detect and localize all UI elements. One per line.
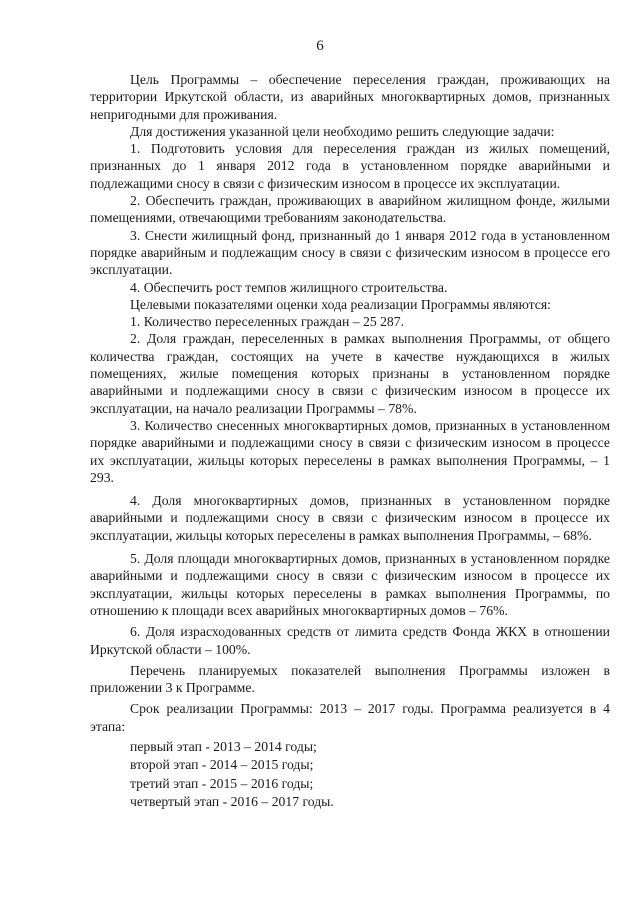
task-1-paragraph: 1. Подготовить условия для переселения граждан из жилых помещений, признанных до 1 января 2012 года в установленном порядке аварийными и подлежащими сносу в связи с физическим износом в процессе их эксплуатации.: [90, 141, 610, 191]
program-goal-paragraph: Цель Программы – обеспечение переселения граждан, проживающих на территории Иркутской области, из аварийных многоквартирных домов, признанных непригодными для проживания.: [90, 72, 610, 122]
stage-item: второй этап - 2014 – 2015 годы;: [130, 757, 314, 773]
program-term-paragraph: Срок реализации Программы: 2013 – 2017 годы. Программа реализуется в 4 этапа:: [90, 701, 610, 734]
task-4-paragraph: 4. Обеспечить рост темпов жилищного строительства.: [130, 279, 448, 295]
stages-list: [90, 738, 610, 812]
task-3-paragraph: 3. Снести жилищный фонд, признанный до 1 января 2012 года в установленном порядке аварийным и подлежащим сносу в связи с физическим износом в процессе его эксплуатации.: [90, 227, 610, 278]
indicators-intro-paragraph: Целевыми показателями оценки хода реализации Программы являются:: [130, 296, 551, 312]
page-number: 6: [316, 38, 324, 54]
document-body: [90, 71, 610, 812]
tasks-intro-paragraph: Для достижения указанной цели необходимо решить следующие задачи:: [130, 123, 555, 139]
stage-item: четвертый этап - 2016 – 2017 годы.: [130, 794, 334, 810]
indicator-2-paragraph: 2. Доля граждан, переселенных в рамках выполнения Программы, от общего количества граждан, состоящих на учете в качестве нуждающихся в жилых помещениях, жилые помещения которых признаны в установленном порядке аварийными и подлежащими сносу в связи с физическим износом в процессе их эксплуатации, на начало реализации Программы – 78%.: [90, 331, 610, 416]
indicator-6-paragraph: 6. Доля израсходованных средств от лимита средств Фонда ЖКХ в отношении Иркутской области – 100%.: [90, 624, 610, 657]
stage-item: первый этап - 2013 – 2014 годы;: [130, 738, 317, 754]
task-2-paragraph: 2. Обеспечить граждан, проживающих в аварийном жилищном фонде, жилыми помещениями, отвечающими требованиям законодательства.: [90, 193, 610, 226]
indicator-1-paragraph: 1. Количество переселенных граждан – 25 287.: [130, 314, 405, 330]
indicators-appendix-paragraph: Перечень планируемых показателей выполнения Программы изложен в приложении 3 к Программе.: [90, 662, 610, 696]
indicator-5-paragraph: 5. Доля площади многоквартирных домов, признанных в установленном порядке аварийными и подлежащими сносу в связи с физическим износом в процессе их эксплуатации, жильцы которых переселены в рамках выполнения Программы, по отношению к площади всех аварийных многоквартирных домов – 76%.: [90, 551, 610, 618]
stage-item: третий этап - 2015 – 2016 годы;: [130, 775, 314, 791]
indicator-3-paragraph: 3. Количество снесенных многоквартирных домов, признанных в установленном порядке аварийными и подлежащими сносу в связи с физическим износом в процессе их эксплуатации, жильцы которых переселены в рамках выполнения Программы, – 1 293.: [90, 417, 610, 485]
indicator-4-paragraph: 4. Доля многоквартирных домов, признанных в установленном порядке аварийными и подлежащими сносу в связи с физическим износом в процессе их эксплуатации, жильцы которых переселены в рамках выполнения Программы, – 68%.: [90, 493, 610, 543]
